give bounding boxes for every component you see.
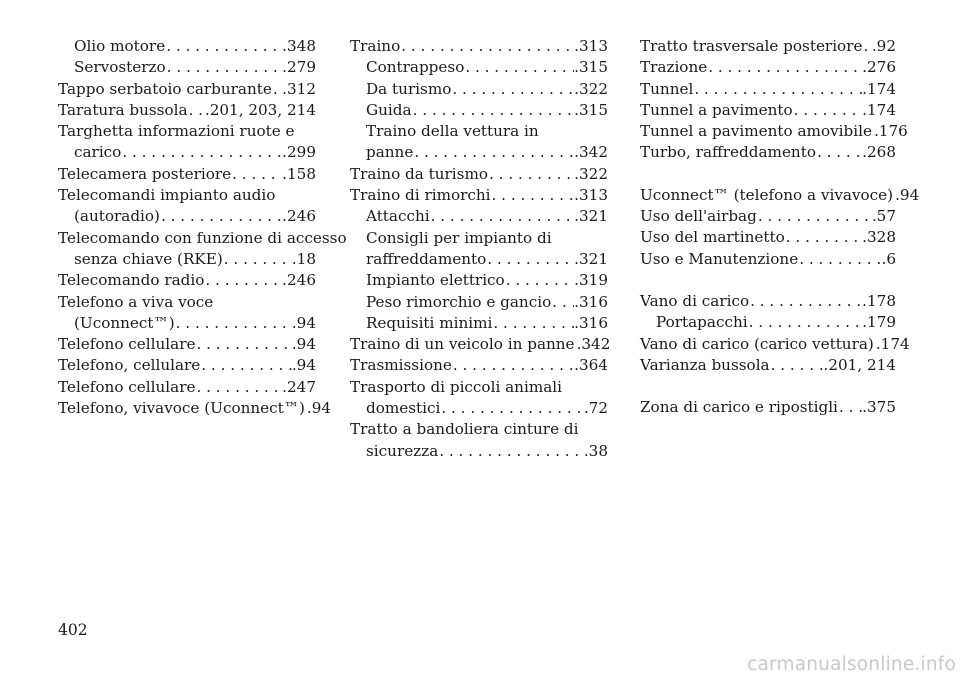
index-entry [640, 79, 896, 100]
leader-dots [412, 100, 575, 121]
leader-dots [204, 270, 282, 291]
page-reference: .342 [574, 143, 608, 162]
watermark: carmanualsonline.info [747, 654, 956, 675]
page-reference: .279 [282, 58, 316, 77]
index-column-2 [350, 36, 611, 462]
entry-text: (Uconnect™) [74, 313, 175, 332]
leader-dots [166, 57, 283, 78]
entry-text: senza chiave (RKE) [74, 249, 223, 268]
entry-text: Telefono cellulare [58, 335, 196, 354]
entry-text: Tunnel a pavimento [640, 100, 793, 119]
leader-dots [749, 291, 862, 312]
page-reference: .94 [306, 399, 332, 418]
page-reference: .174 [862, 79, 896, 98]
page-reference: .348 [282, 37, 316, 55]
index-entry [350, 164, 608, 185]
index-entry-continuation [58, 206, 316, 227]
leader-dots [816, 142, 862, 163]
entry-text: Varianza bussola [640, 355, 770, 374]
index-subentry [350, 249, 608, 270]
page-reference: .315 [574, 58, 608, 77]
index-entry [58, 398, 332, 419]
index-entry-continuation [58, 313, 316, 334]
index-column-1 [58, 36, 347, 419]
entry-text: Turbo, raffreddamento [640, 143, 816, 162]
index-subentry [350, 228, 608, 249]
leader-dots [748, 312, 863, 333]
page-reference: .328 [862, 228, 896, 247]
page-reference: .319 [574, 271, 608, 290]
page-reference: .174 [875, 334, 910, 353]
entry-text: Telefono cellulare [58, 377, 196, 396]
index-entry [640, 100, 896, 121]
leader-dots [195, 334, 291, 355]
page-reference: .322 [574, 79, 608, 98]
entry-text: Traino della vettura in [366, 122, 539, 141]
index-entry [58, 185, 316, 206]
index-entry [640, 227, 896, 248]
index-entry [350, 334, 611, 355]
leader-dots [223, 249, 292, 270]
page-reference: .94 [291, 335, 316, 354]
entry-text: Traino da turismo [350, 164, 489, 183]
entry-text: Uconnect™ (telefono a vivavoce) [640, 185, 894, 204]
entry-text: Traino [350, 37, 401, 55]
index-entry [640, 334, 910, 355]
page-reference: .179 [862, 313, 896, 332]
page-reference: .57 [871, 207, 896, 226]
index-entry [58, 292, 316, 313]
leader-dots [693, 79, 862, 100]
page-reference: .316 [574, 292, 608, 311]
entry-text: Telefono, vivavoce (Uconnect™) [58, 399, 305, 418]
page-reference: .178 [862, 291, 896, 310]
page-reference: .322 [574, 164, 608, 183]
page-reference: .72 [583, 399, 608, 418]
index-subentry [350, 121, 608, 142]
index-entry [58, 79, 316, 100]
entry-text: Telefono, cellulare [58, 356, 201, 375]
leader-dots [440, 398, 583, 419]
page-reference: .92 [871, 37, 896, 55]
leader-dots [838, 397, 862, 418]
index-subentry [350, 270, 608, 291]
index-entry [350, 185, 608, 206]
entry-text: Tunnel [640, 79, 694, 98]
page-reference: .176 [873, 122, 908, 141]
entry-text: Guida [366, 100, 412, 119]
index-column-3 [640, 36, 920, 418]
entry-text: Telecomando radio [58, 271, 205, 290]
index-subentry [58, 57, 316, 78]
page-reference: .174 [862, 100, 896, 119]
entry-text: Contrappeso [366, 58, 465, 77]
entry-text: Impianto elettrico [366, 271, 505, 290]
entry-text: Consigli per impianto di [366, 228, 552, 247]
leader-dots [121, 142, 282, 163]
leader-dots [798, 249, 881, 270]
leader-dots [400, 36, 574, 57]
page-reference: .276 [862, 58, 896, 77]
leader-dots [272, 79, 282, 100]
entry-text: Telecomando con funzione di accesso [58, 228, 347, 247]
page-reference: .342 [576, 335, 611, 354]
page-reference: .201, 214 [823, 355, 896, 374]
index-entry [350, 419, 608, 440]
leader-dots [862, 36, 871, 57]
leader-dots [451, 79, 574, 100]
entry-text: carico [74, 143, 122, 162]
index-entry [640, 57, 896, 78]
entry-text: Traino di rimorchi [350, 186, 491, 205]
page-reference: .38 [583, 441, 608, 460]
entry-text: Tappo serbatoio carburante [58, 79, 272, 98]
leader-dots [175, 313, 292, 334]
page-reference: .321 [574, 249, 608, 268]
page-reference: .313 [574, 37, 608, 55]
leader-dots [231, 164, 282, 185]
page-reference: .364 [574, 356, 608, 375]
entry-text: (autoradio) [74, 207, 160, 226]
leader-dots [505, 270, 574, 291]
page-reference: .6 [881, 249, 896, 268]
entry-text: Telefono a viva voce [58, 292, 214, 311]
page-reference: .247 [282, 377, 316, 396]
index-subentry [350, 206, 608, 227]
entry-text: Targhetta informazioni ruote e [58, 122, 295, 141]
entry-text: Trasporto di piccoli animali [350, 377, 562, 396]
index-subentry [350, 313, 608, 334]
leader-dots [757, 206, 872, 227]
entry-text: Telecamera posteriore [58, 164, 232, 183]
entry-text: Peso rimorchio e gancio [366, 292, 552, 311]
index-entry [350, 36, 608, 57]
index-subentry [58, 36, 316, 57]
index-subentry [350, 57, 608, 78]
entry-text: Telecomandi impianto audio [58, 186, 276, 205]
leader-dots [486, 249, 574, 270]
index-entry-continuation [58, 142, 316, 163]
entry-text: domestici [366, 399, 441, 418]
leader-dots [793, 100, 863, 121]
index-entry-continuation [350, 441, 608, 462]
page-reference: .268 [862, 143, 896, 162]
index-entry [640, 397, 896, 418]
entry-text: raffreddamento [366, 249, 487, 268]
page-reference: .315 [574, 100, 608, 119]
leader-dots [195, 377, 282, 398]
page-reference: .201, 203, 214 [204, 100, 316, 119]
entry-text: Servosterzo [74, 58, 166, 77]
index-entry [58, 100, 316, 121]
page-reference: .316 [574, 313, 608, 332]
index-entry [640, 142, 896, 163]
index-entry [58, 377, 316, 398]
leader-dots [452, 355, 574, 376]
leader-dots [438, 441, 584, 462]
entry-text: Trasmissione [350, 356, 452, 375]
index-entry [350, 355, 608, 376]
index-subentry [640, 312, 896, 333]
index-entry [640, 121, 908, 142]
entry-text: Tunnel a pavimento amovibile [640, 122, 872, 141]
entry-text: Taratura bussola [58, 100, 188, 119]
entry-text: Trazione [640, 58, 708, 77]
page-reference: .375 [862, 398, 896, 417]
index-entry [58, 121, 316, 142]
leader-dots [200, 355, 292, 376]
index-entry [640, 206, 896, 227]
leader-dots [413, 142, 574, 163]
index-entry [350, 377, 608, 398]
entry-text: Attacchi [366, 207, 430, 226]
index-entry-continuation [58, 249, 316, 270]
page-reference: .158 [282, 164, 316, 183]
index-subentry [350, 100, 608, 121]
section-gap [640, 270, 896, 291]
index-entry [640, 249, 896, 270]
leader-dots [492, 313, 574, 334]
entry-text: panne [366, 143, 414, 162]
leader-dots [785, 227, 862, 248]
index-entry-continuation [350, 398, 608, 419]
entry-text: Tratto a bandoliera cinture di [350, 420, 579, 439]
leader-dots [430, 206, 575, 227]
leader-dots [188, 100, 205, 121]
leader-dots [160, 206, 282, 227]
index-subentry [350, 79, 608, 100]
page-number: 402 [58, 621, 88, 639]
leader-dots [165, 36, 282, 57]
index-subentry [350, 292, 608, 313]
index-entry [58, 164, 316, 185]
index-entry [58, 355, 316, 376]
leader-dots [491, 185, 575, 206]
page-reference: .246 [282, 271, 316, 290]
entry-text: Vano di carico (carico vettura) [640, 334, 874, 353]
leader-dots [488, 164, 574, 185]
page-reference: .313 [574, 186, 608, 205]
entry-text: Requisiti minimi [366, 313, 493, 332]
entry-text: Portapacchi [656, 313, 748, 332]
page-reference: .299 [282, 143, 316, 162]
page-reference: .94 [291, 313, 316, 332]
index-entry [58, 228, 347, 249]
entry-text: Tratto trasversale posteriore [640, 37, 863, 55]
index-entry [640, 291, 896, 312]
page-reference: .321 [574, 207, 608, 226]
leader-dots [551, 292, 574, 313]
page-reference: .18 [291, 249, 316, 268]
index-entry [640, 36, 896, 57]
page-reference: .312 [282, 79, 316, 98]
index-entry [640, 355, 896, 376]
entry-text: Uso e Manutenzione [640, 249, 799, 268]
entry-text: Traino di un veicolo in panne [350, 335, 575, 354]
entry-text: Vano di carico [640, 291, 750, 310]
section-gap [640, 376, 896, 397]
leader-dots [707, 57, 862, 78]
index-entry [58, 334, 316, 355]
section-gap [640, 164, 896, 185]
index-subentry [350, 142, 608, 163]
entry-text: Uso del martinetto [640, 228, 785, 247]
page-reference: .94 [291, 356, 316, 375]
leader-dots [770, 355, 824, 376]
entry-text: Olio motore [74, 37, 166, 55]
entry-text: Da turismo [366, 79, 452, 98]
page-reference: .94 [895, 185, 920, 204]
index-entry [58, 270, 316, 291]
entry-text: Zona di carico e ripostigli [640, 398, 838, 417]
leader-dots [464, 57, 574, 78]
entry-text: Uso dell'airbag [640, 207, 757, 226]
page-reference: .246 [282, 207, 316, 226]
index-entry [640, 185, 920, 206]
entry-text: sicurezza [366, 441, 439, 460]
